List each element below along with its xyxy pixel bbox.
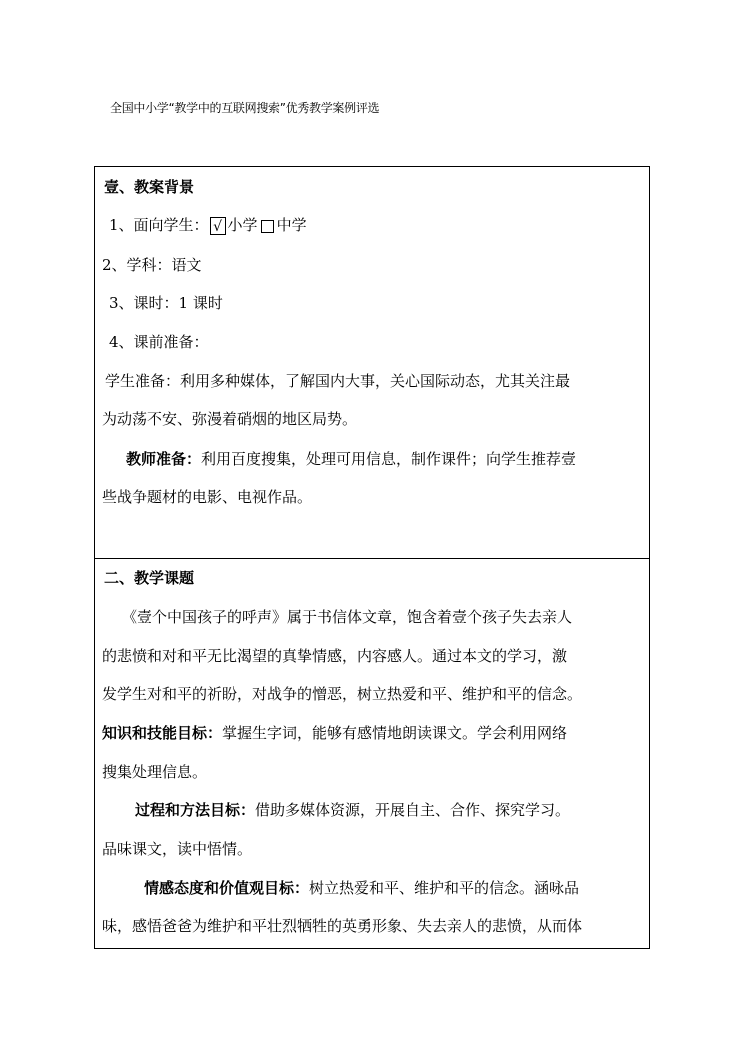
emotion-goal-line2: 味，感悟爸爸为维护和平壮烈牺牲的英勇形象、失去亲人的悲愤，从而体 <box>102 917 583 935</box>
teacher-prep-label: 教师准备： <box>126 450 202 468</box>
emotion-goal-text: 树立热爱和平、维护和平的信念。涵咏品 <box>309 879 580 897</box>
target-students-row <box>109 215 307 235</box>
process-goal-label: 过程和方法目标： <box>135 801 256 819</box>
teacher-prep-line2: 些战争题材的电影、电视作品。 <box>102 488 313 506</box>
knowledge-goal-line1 <box>102 723 567 743</box>
target-students-label: 1、面向学生： <box>109 216 209 234</box>
process-goal-line2: 品味课文，读中悟情。 <box>102 840 253 858</box>
process-goal-line1 <box>135 800 570 820</box>
section-divider <box>95 558 649 559</box>
primary-school-label: 小学 <box>227 216 258 234</box>
middle-school-checkbox[interactable] <box>261 220 274 233</box>
knowledge-goal-line2: 搜集处理信息。 <box>102 763 208 781</box>
student-prep-line1: 学生准备：利用多种媒体，了解国内大事，关心国际动态，尤其关注最 <box>105 372 571 390</box>
middle-school-label: 中学 <box>276 216 307 234</box>
primary-school-checkbox[interactable]: √ <box>210 217 226 235</box>
subject-line: 2、学科：语文 <box>102 256 202 274</box>
intro-line3: 发学生对和平的祈盼，对战争的憎恶，树立热爱和平、维护和平的信念。 <box>102 685 583 703</box>
emotion-goal-line1 <box>144 878 579 898</box>
intro-line2: 的悲愤和对和平无比渴望的真挚情感，内容感人。通过本文的学习，激 <box>102 647 568 665</box>
hours-line: 3、课时：1 课时 <box>109 294 223 312</box>
section1-title: 壹、教案背景 <box>104 178 195 196</box>
process-goal-text: 借助多媒体资源，开展自主、合作、探究学习。 <box>255 801 571 819</box>
teacher-prep-text: 利用百度搜集，处理可用信息，制作课件；向学生推荐壹 <box>201 450 577 468</box>
knowledge-goal-text: 掌握生字词，能够有感情地朗读课文。学会利用网络 <box>222 724 568 742</box>
knowledge-goal-label: 知识和技能目标： <box>102 724 223 742</box>
lesson-plan-table <box>94 166 650 949</box>
emotion-goal-label: 情感态度和价值观目标： <box>144 879 310 897</box>
intro-line1: 《壹个中国孩子的呼声》属于书信体文章，饱含着壹个孩子失去亲人 <box>122 608 573 626</box>
section2-title: 二、教学课题 <box>104 569 195 587</box>
teacher-prep-line1 <box>126 449 576 469</box>
student-prep-line2: 为动荡不安、弥漫着硝烟的地区局势。 <box>102 410 358 428</box>
page-header: 全国中小学“教学中的互联网搜索”优秀教学案例评选 <box>110 101 380 115</box>
preparation-line: 4、课前准备： <box>109 333 209 351</box>
